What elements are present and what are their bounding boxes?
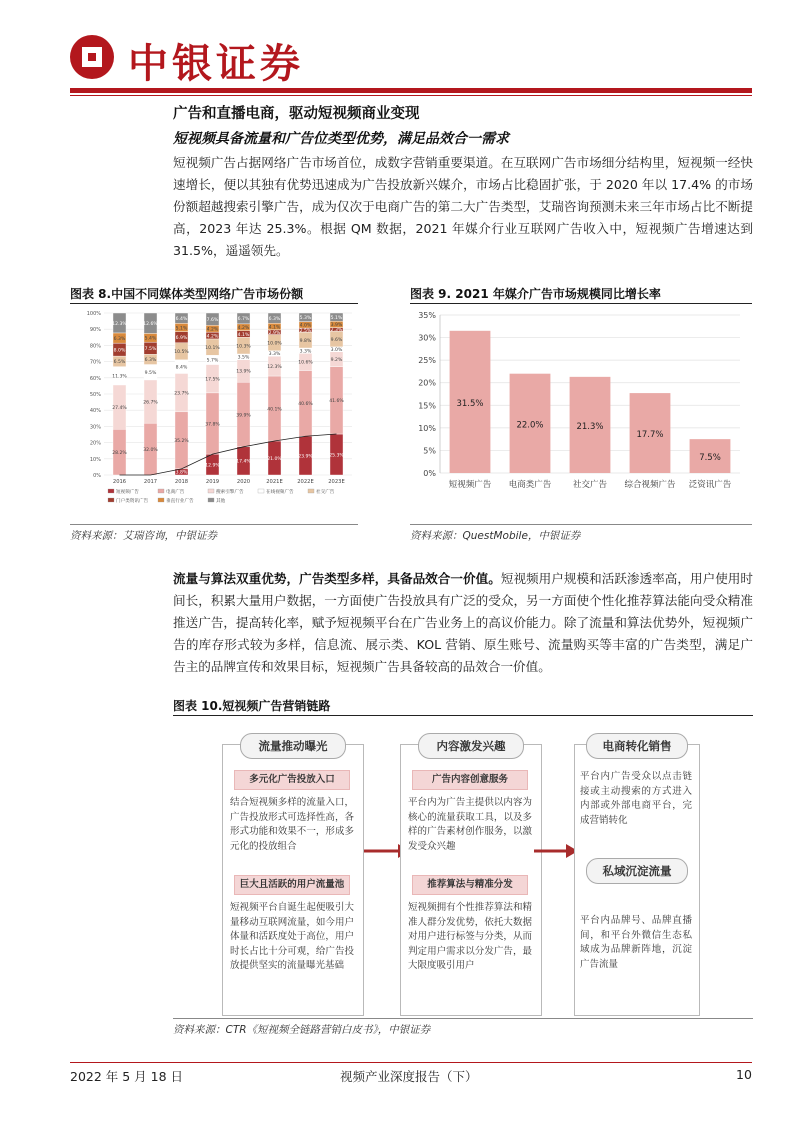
fig8-ytick-label: 80% [89, 343, 101, 350]
fig9-ytick-label: 20% [418, 378, 436, 388]
fig8-legend-label: 在线视频广告 [266, 490, 294, 495]
fig9-xtick-label: 泛资讯广告 [688, 480, 732, 490]
fig8-data-label: 7.5% [144, 347, 157, 353]
fig8-bottom-rule [70, 524, 358, 525]
fig8-data-label: 11.3% [112, 374, 127, 380]
fig8-ytick-label: 30% [89, 424, 101, 431]
fig8-data-label: 7.6% [206, 317, 219, 323]
fig8-data-label: 23.9% [298, 454, 313, 460]
fig9-caption: 图表 9. 2021 年媒介广告市场规模同比增长率 [410, 287, 661, 301]
fig8-data-label: 23.7% [174, 391, 189, 397]
fig8-data-label: 5.7% [206, 358, 219, 364]
fig10-source: 资料来源：CTR《短视频全链路营销白皮书》，中银证券 [173, 1024, 431, 1036]
flow-tag-traffic-pool: 巨大且活跃的用户流量池 [234, 875, 350, 895]
fig9-ytick-label: 25% [418, 356, 436, 366]
flow-text-traffic-pool: 短视频平台自诞生起便吸引大量移动互联网流量，如今用户体量和活跃度处于高位，用户时长占比十分可观，给广告投放提供坚实的流量曝光基础 [230, 902, 354, 971]
fig8-data-label: 21.0% [267, 456, 282, 462]
fig8-caption-rule [70, 303, 358, 304]
fig8-xtick-label: 2023E [328, 479, 345, 485]
fig8-data-label: 3.8% [175, 470, 188, 476]
fig8-legend-label: 垂直行业广告 [166, 499, 194, 504]
fig8-data-label: 10.1% [205, 345, 220, 351]
section-subtitle: 短视频具备流量和广告位类型优势，满足品效合一需求 [173, 131, 509, 147]
header-divider [70, 88, 752, 93]
header-divider-thin [70, 95, 752, 96]
logo-icon-hole [88, 53, 96, 61]
paragraph-1: 短视频广告占据网络广告市场首位，成数字营销重要渠道。在互联网广告市场细分结构里，短视频一经快速增长，便以其独有优势迅速成为广告投放新兴媒介，市场占比稳固扩张，于 2020 年以 17.4% 的市场份额超越搜索引擎广告，成为仅次于电商广告的第二大广告类型，艾瑞咨询预测未来三年市场占比不断提高，2023 年达 25.3%。根据 QM 数据，2021 年媒介行业互联网广告收入中，短视频广告增速达到 31.5%，遥遥领先。 [173, 155, 753, 258]
fig8-data-label: 5.3% [299, 316, 312, 322]
fig8-data-label: 3.9% [330, 323, 343, 329]
fig8-legend-swatch [158, 489, 164, 493]
fig9-ytick-label: 5% [423, 446, 436, 456]
fig8-ytick-label: 90% [89, 327, 101, 334]
flow-text-algorithm: 短视频拥有个性推荐算法和精准人群分发优势，依托大数据对用户进行标签与分类，从而判定用户需求以分发广告，最大限度吸引用户 [408, 902, 532, 971]
fig8-xtick-label: 2019 [205, 479, 220, 485]
fig9-xtick-label: 社交广告 [572, 480, 608, 490]
fig8-data-label: 2.9% [268, 330, 281, 336]
fig8-data-label: 12.3% [267, 364, 282, 370]
fig8-legend-label: 社交广告 [316, 490, 335, 495]
footer-divider [70, 1062, 752, 1063]
fig8-source: 资料来源：艾瑞咨询，中银证券 [70, 530, 217, 542]
fig8-data-label: 9.5% [144, 371, 157, 377]
fig8-caption: 图表 8.中国不同媒体类型网络广告市场份额 [70, 287, 304, 301]
fig8-data-label: 10.6% [298, 360, 313, 366]
fig8-data-label: 2.3% [330, 328, 343, 334]
fig9-xtick-label: 电商类广告 [508, 480, 552, 490]
fig9-data-label: 17.7% [636, 430, 664, 441]
fig8-legend-swatch [108, 498, 114, 502]
fig8-xtick-label: 2022E [297, 479, 314, 485]
fig10-caption-rule [173, 715, 753, 716]
fig9-data-label: 21.3% [576, 421, 604, 432]
fig8-legend-swatch [208, 498, 214, 502]
fig8-data-label: 4.2% [237, 326, 250, 332]
fig8-ytick-label: 20% [89, 440, 101, 447]
fig8-data-label: 8.4% [175, 365, 188, 371]
fig8-data-label: 6.9% [175, 336, 188, 342]
flow-text-multi-entry: 结合短视频多样的流量入口，广告投放形式可选择性高，各形式功能和效果不一，形成多元化的投放组合 [230, 797, 354, 852]
fig8-xtick-label: 2017 [143, 479, 158, 485]
flow-text-private-traffic: 平台内品牌号、品牌直播间，和平台外微信生态私域成为品牌新阵地，沉淀广告流量 [580, 915, 692, 970]
fig8-data-label: 28.2% [112, 450, 127, 456]
fig8-legend-label: 搜索引擎广告 [216, 490, 244, 495]
fig8-data-label: 32.0% [143, 447, 158, 453]
fig8-data-label: 6.5% [113, 360, 126, 366]
fig8-data-label: 3.3% [268, 352, 281, 358]
flow-header-private-traffic: 私域沉淀流量 [586, 858, 688, 884]
fig8-data-label: 10.5% [174, 350, 189, 356]
paragraph-2-lead: 流量与算法双重优势，广告类型多样，具备品效合一价值。 [173, 571, 501, 586]
paragraph-2 [173, 568, 753, 678]
fig8-data-label: 6.7% [237, 317, 250, 323]
fig8-data-label: 2.5% [299, 328, 312, 334]
company-name: 中银证券 [128, 40, 304, 87]
fig8-data-label: 40.6% [298, 402, 313, 408]
fig8-data-label: 9.8% [299, 338, 312, 344]
fig8-data-label: 40.1% [267, 407, 282, 413]
fig8-data-label: 27.4% [112, 405, 127, 411]
fig8-xtick-label: 2020 [236, 479, 251, 485]
fig9-data-label: 7.5% [699, 453, 721, 464]
fig8-legend-swatch [158, 498, 164, 502]
flow-tag-multi-entry: 多元化广告投放入口 [234, 770, 350, 790]
fig8-ytick-label: 50% [89, 392, 101, 398]
fig8-data-label: 41.6% [329, 399, 344, 405]
fig8-data-label: 8.0% [113, 348, 126, 354]
fig9-xtick-label: 综合视频广告 [624, 480, 676, 490]
fig8-legend-swatch [258, 489, 264, 493]
fig9-chart [410, 305, 752, 505]
fig8-ytick-label: 10% [89, 456, 101, 463]
fig8-data-label: 10.0% [267, 341, 282, 347]
marketing-flow-diagram [222, 730, 698, 1020]
fig9-xtick-label: 短视频广告 [448, 480, 492, 490]
fig8-data-label: 9.6% [330, 337, 343, 343]
fig9-bottom-rule [410, 524, 752, 525]
fig8-data-label: 4.1% [268, 325, 281, 331]
fig9-ytick-label: 15% [418, 401, 436, 411]
fig8-ytick-label: 60% [89, 375, 101, 382]
fig8-legend-label: 电商广告 [166, 490, 185, 495]
flow-text-creative: 平台内为广告主提供以内容为核心的流量获取工具，以及多样的广告素材创作服务，以激发受众兴趣 [408, 797, 532, 852]
flow-header-ecommerce: 电商转化销售 [586, 733, 688, 759]
flow-header-content: 内容激发兴趣 [418, 733, 524, 759]
fig8-legend-label: 短视频广告 [116, 490, 139, 495]
flow-tag-creative: 广告内容创意服务 [412, 770, 528, 790]
fig8-ytick-label: 40% [89, 408, 101, 415]
fig8-legend-label: 其他 [216, 499, 226, 504]
paragraph-2-body: 短视频用户规模和活跃渗透率高，用户使用时间长，积累大量用户数据，一方面使广告投放具有广泛的受众，另一方面使个性化推荐算法能向受众精准推送广告，提高转化率，赋予短视频平台在广告业务上的高议价能力。除了流量和算法优势外，短视频广告的库存形式较为多样，信息流、展示类、KOL 营销、原生账号、流量购买等丰富的广告类型，满足广告主的品牌宣传和效果目标，短视频广告具备较高的品效合一价值。 [173, 571, 754, 674]
fig8-data-label: 4.0% [299, 323, 312, 329]
fig8-data-label: 3.0% [330, 348, 343, 354]
fig8-legend-label: 门户类资讯广告 [116, 499, 149, 504]
fig8-data-label: 39.9% [236, 413, 251, 419]
fig8-data-label: 4.2% [206, 334, 219, 340]
fig8-data-label: 4.1% [237, 332, 250, 338]
fig8-data-label: 3.5% [237, 355, 250, 361]
fig8-data-label: 6.3% [113, 336, 126, 342]
fig9-ytick-label: 10% [418, 423, 436, 433]
flow-header-traffic: 流量推动曝光 [240, 733, 346, 759]
fig8-data-label: 5.4% [144, 336, 157, 342]
section-title: 广告和直播电商，驱动短视频商业变现 [173, 106, 420, 122]
fig9-ytick-label: 0% [423, 469, 436, 478]
fig8-ytick-label: 100% [86, 311, 101, 317]
fig8-legend-swatch [208, 489, 214, 493]
fig8-ytick-label: 0% [93, 473, 101, 479]
fig8-data-label: 35.2% [174, 439, 189, 445]
fig8-xtick-label: 2021E [266, 479, 283, 485]
fig9-data-label: 31.5% [456, 398, 484, 409]
fig8-data-label: 26.7% [143, 400, 158, 406]
fig8-data-label: 12.6% [143, 322, 158, 328]
fig8-data-label: 25.3% [329, 453, 344, 459]
fig8-data-label: 5.1% [175, 326, 188, 332]
fig9-ytick-label: 30% [418, 333, 436, 343]
fig8-data-label: 4.2% [206, 327, 219, 333]
fig8-xtick-label: 2016 [112, 479, 127, 485]
flow-tag-algorithm: 推荐算法与精准分发 [412, 875, 528, 895]
fig8-data-label: 5.1% [330, 315, 343, 321]
fig8-ytick-label: 70% [89, 359, 101, 366]
footer-page-number: 10 [736, 1067, 752, 1082]
fig8-data-label: 37.8% [205, 422, 220, 428]
fig8-data-label: 9.2% [330, 357, 343, 363]
fig8-data-label: 13.9% [236, 369, 251, 375]
fig9-source: 资料来源：QuestMobile，中银证券 [410, 530, 581, 542]
fig8-data-label: 6.3% [144, 358, 157, 364]
fig10-caption: 图表 10.短视频广告营销链路 [173, 699, 331, 713]
fig8-data-label: 12.3% [112, 321, 127, 327]
fig8-data-label: 17.4% [236, 459, 251, 465]
fig8-xtick-label: 2018 [174, 479, 189, 485]
fig8-data-label: 6.3% [268, 316, 281, 322]
footer-report-title: 视频产业深度报告（下） [340, 1069, 478, 1084]
fig8-legend-swatch [308, 489, 314, 493]
fig10-bottom-rule [173, 1018, 753, 1019]
footer-date: 2022 年 5 月 18 日 [70, 1069, 184, 1084]
fig8-data-label: 12.9% [205, 463, 220, 469]
flow-text-ecommerce: 平台内广告受众以点击链接或主动搜索的方式进入内部或外部电商平台，完成营销转化 [580, 771, 692, 826]
fig9-ytick-label: 35% [418, 311, 436, 320]
fig8-data-label: 6.4% [175, 316, 188, 322]
fig8-data-label: 17.5% [205, 377, 220, 383]
fig8-chart [70, 305, 358, 520]
fig8-legend-swatch [108, 489, 114, 493]
fig8-data-label: 10.3% [236, 344, 251, 350]
fig9-data-label: 22.0% [516, 420, 544, 431]
fig8-data-label: 3.3% [299, 349, 312, 355]
fig9-caption-rule [410, 303, 752, 304]
